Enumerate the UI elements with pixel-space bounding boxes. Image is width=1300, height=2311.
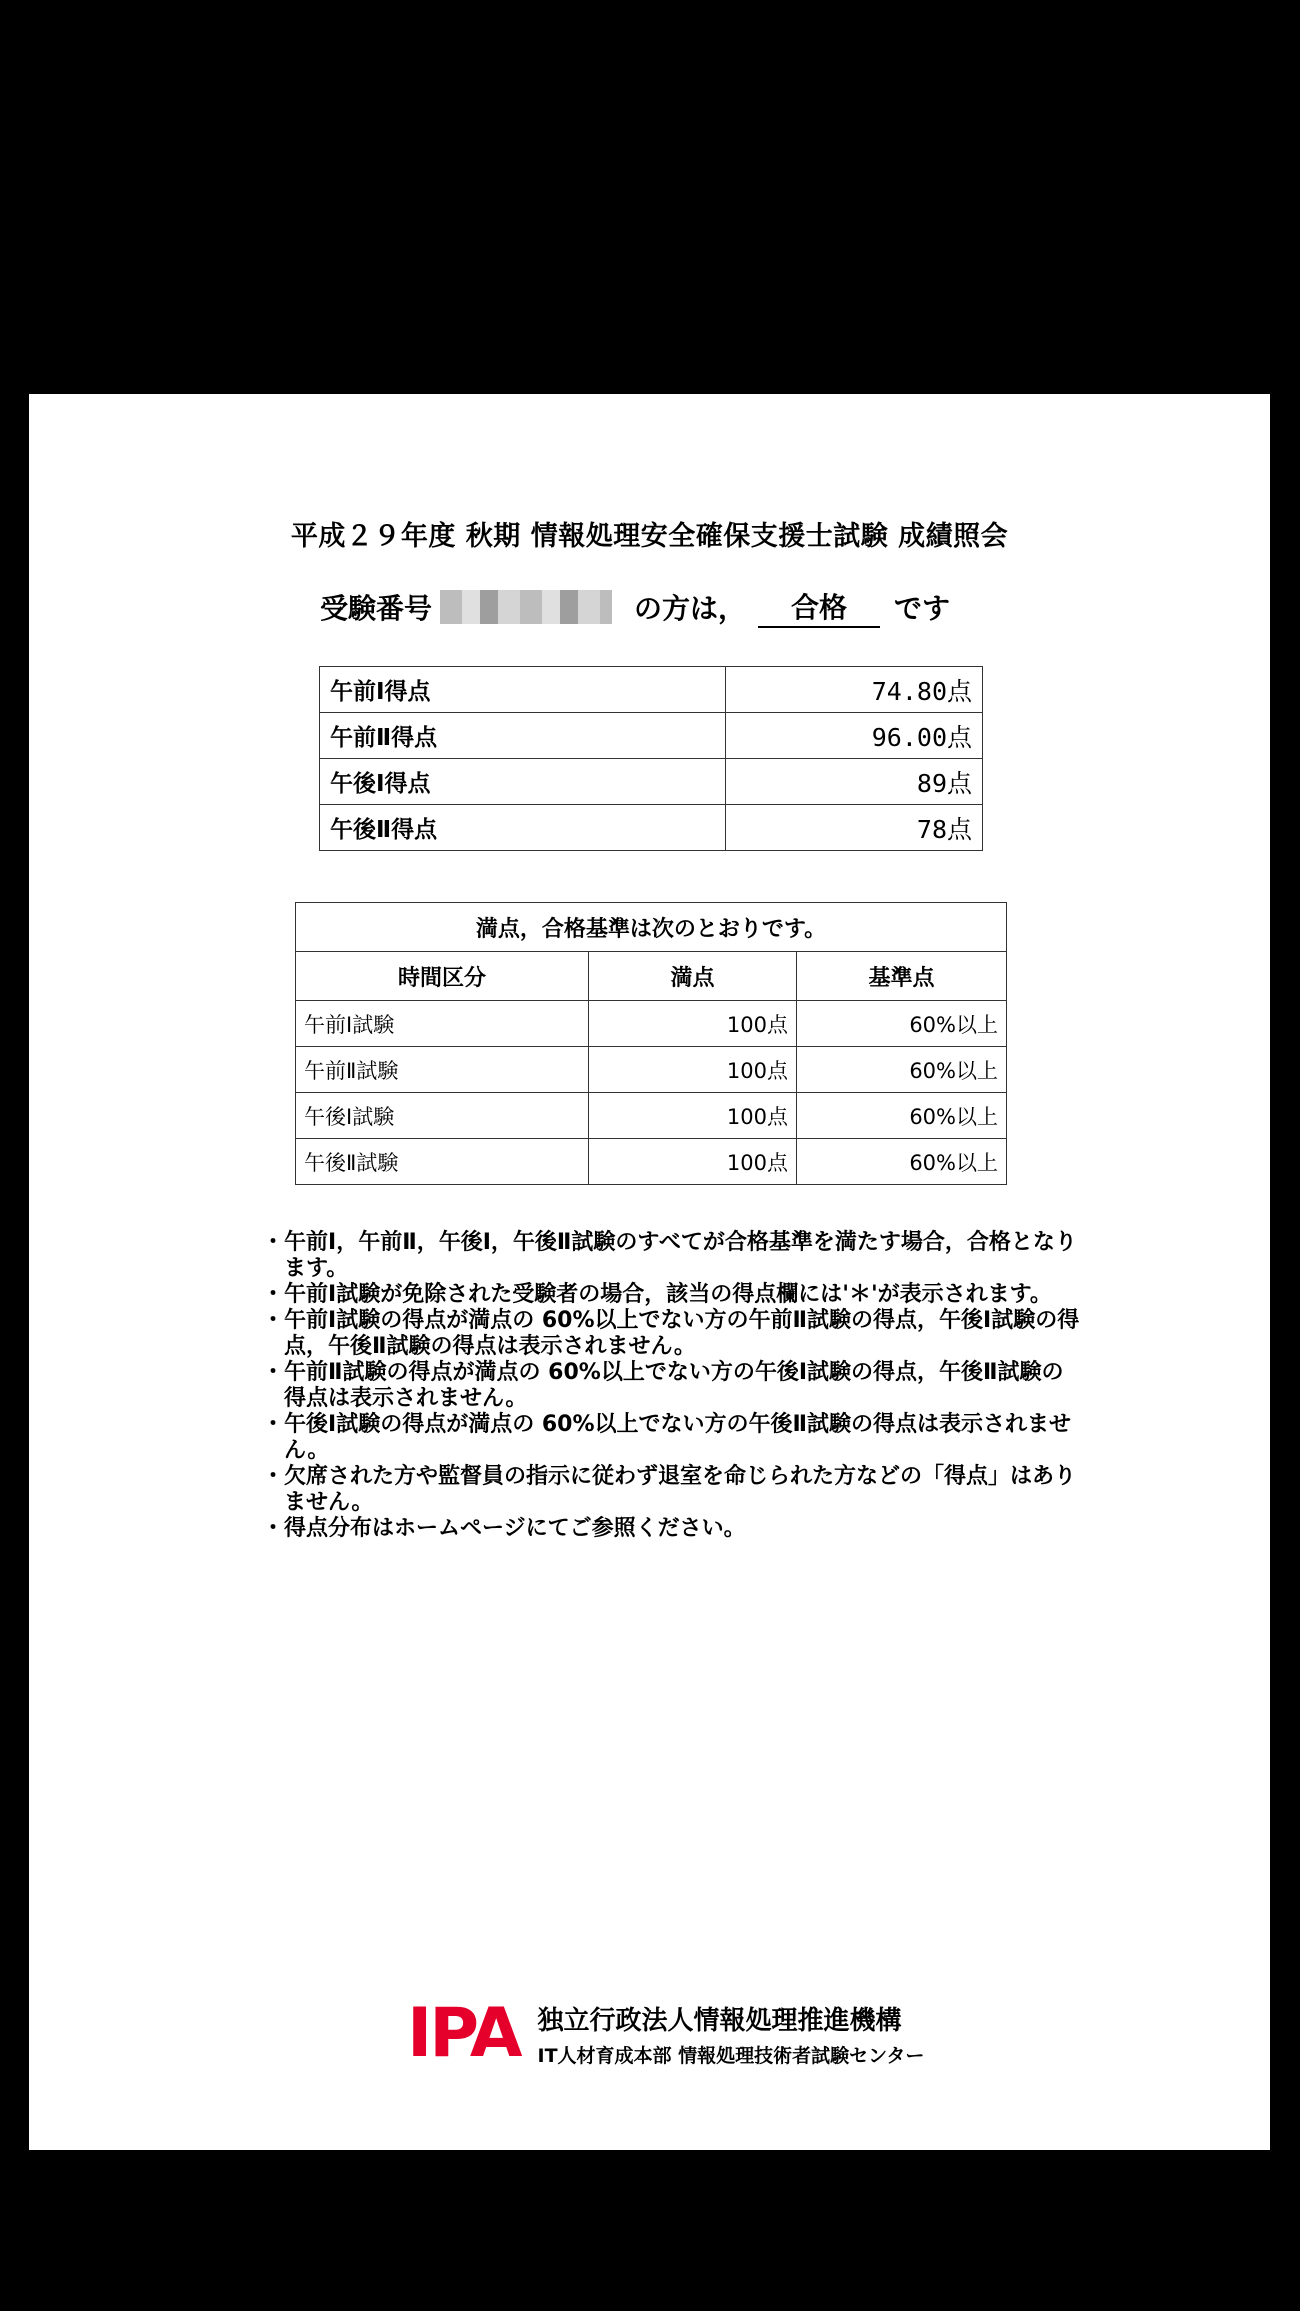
table-row [296, 1001, 1007, 1047]
period-cell: 午後Ⅱ試験 [296, 1139, 589, 1185]
table-row [320, 713, 983, 759]
full-score-cell: 100点 [589, 1047, 797, 1093]
score-report-page [29, 394, 1270, 2150]
table-row [296, 1093, 1007, 1139]
footer-logo [407, 1994, 925, 2073]
result-line [320, 586, 950, 628]
period-cell: 午前Ⅰ試験 [296, 1001, 589, 1047]
score-value: 96.00点 [726, 713, 983, 759]
list-item: ・ 午後Ⅰ試験の得点が満点の 60%以上でない方の午後Ⅱ試験の得点は表示されません。 [262, 1412, 1082, 1464]
org-name: 独立行政法人情報処理推進機構 [537, 2006, 902, 2036]
score-label: 午後Ⅰ得点 [320, 759, 726, 805]
criteria-table [295, 902, 1007, 1185]
redacted-exam-number [440, 590, 612, 624]
notes-list [262, 1230, 1082, 1542]
score-label: 午前Ⅰ得点 [320, 667, 726, 713]
page-title: 平成２９年度 秋期 情報処理安全確保支援士試験 成績照会 [290, 521, 1009, 552]
ipa-logo: IPA [407, 1994, 520, 2073]
criteria-caption: 満点，合格基準は次のとおりです。 [296, 903, 1007, 952]
table-row [296, 1047, 1007, 1093]
full-score-cell: 100点 [589, 1001, 797, 1047]
criteria-caption-row [296, 903, 1007, 952]
org-block [538, 2000, 925, 2068]
list-item: ・ 午前Ⅱ試験の得点が満点の 60%以上でない方の午後Ⅰ試験の得点，午後Ⅱ試験の得点は表示されません。 [262, 1360, 1082, 1412]
result-ending: です [894, 592, 951, 625]
score-table [319, 666, 983, 851]
score-value: 78点 [726, 805, 983, 851]
pass-mark-cell: 60%以上 [797, 1139, 1007, 1185]
period-cell: 午前Ⅱ試験 [296, 1047, 589, 1093]
result-verdict: 合格 [758, 586, 880, 628]
pass-mark-cell: 60%以上 [797, 1093, 1007, 1139]
score-value: 74.80点 [726, 667, 983, 713]
table-row [320, 667, 983, 713]
criteria-header-row [296, 952, 1007, 1001]
list-item: ・ 午前Ⅰ，午前Ⅱ，午後Ⅰ，午後Ⅱ試験のすべてが合格基準を満たす場合，合格となります。 [262, 1230, 1082, 1282]
result-subject-suffix: の方は， [634, 592, 747, 625]
pass-mark-cell: 60%以上 [797, 1001, 1007, 1047]
exam-number-label: 受験番号 [320, 592, 433, 625]
column-header: 時間区分 [296, 952, 589, 1001]
column-header: 基準点 [797, 952, 1007, 1001]
list-item: ・ 午前Ⅰ試験の得点が満点の 60%以上でない方の午前Ⅱ試験の得点，午後Ⅰ試験の得点，午後Ⅱ試験の得点は表示されません。 [262, 1308, 1082, 1360]
list-item: ・ 午前Ⅰ試験が免除された受験者の場合，該当の得点欄には'＊'が表示されます。 [262, 1282, 1082, 1308]
list-item: ・ 得点分布はホームページにてご参照ください。 [262, 1516, 1082, 1542]
table-row [320, 805, 983, 851]
table-row [320, 759, 983, 805]
score-label: 午後Ⅱ得点 [320, 805, 726, 851]
pass-mark-cell: 60%以上 [797, 1047, 1007, 1093]
full-score-cell: 100点 [589, 1139, 797, 1185]
column-header: 満点 [589, 952, 797, 1001]
table-row [296, 1139, 1007, 1185]
full-score-cell: 100点 [589, 1093, 797, 1139]
score-label: 午前Ⅱ得点 [320, 713, 726, 759]
dept-name: IT人材育成本部 情報処理技術者試験センター [537, 2045, 925, 2067]
list-item: ・ 欠席された方や監督員の指示に従わず退室を命じられた方などの「得点」はありません。 [262, 1464, 1082, 1516]
score-value: 89点 [726, 759, 983, 805]
period-cell: 午後Ⅰ試験 [296, 1093, 589, 1139]
